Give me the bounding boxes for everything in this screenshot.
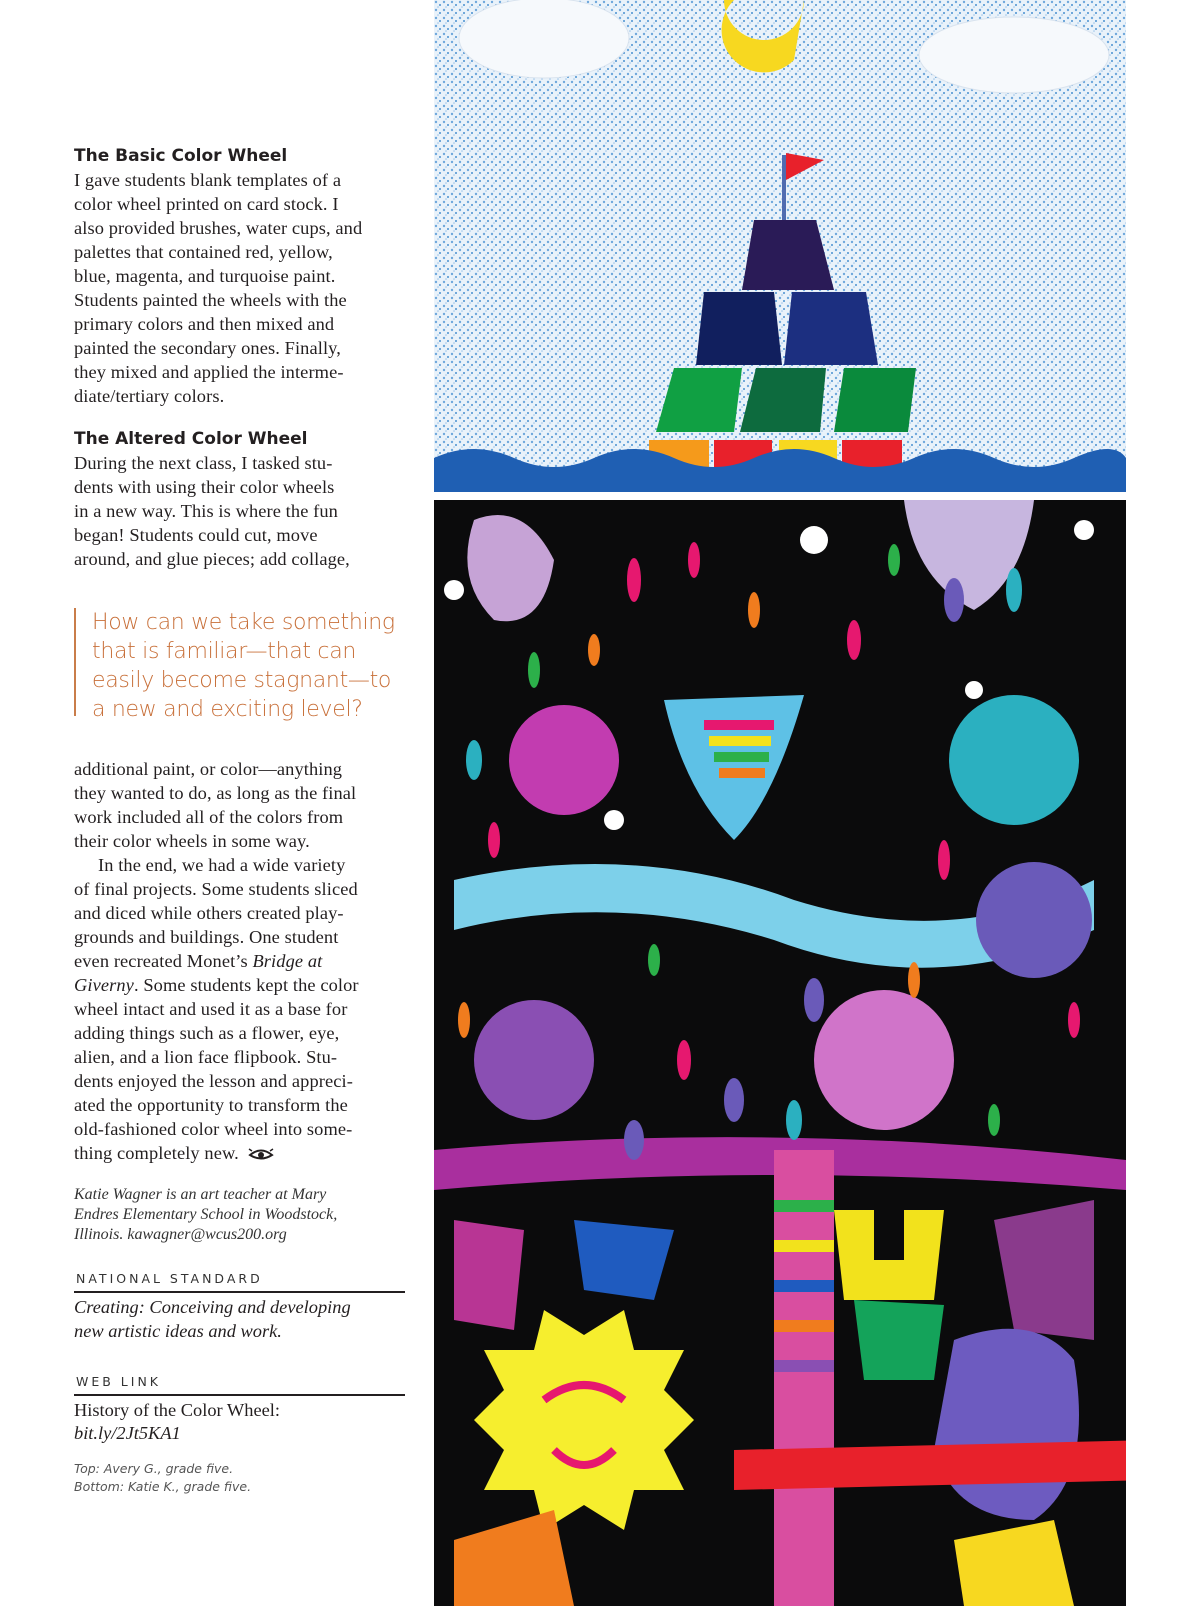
body-line: palettes that contained red, yellow, [74,242,333,262]
body-line: wheel intact and used it as a base for [74,999,348,1019]
body-line: painted the secondary ones. Finally, [74,338,341,358]
body-line: they mixed and applied the interme- [74,362,344,382]
abstract-painting-image [434,500,1126,1606]
body-line: Students painted the wheels with the [74,290,347,310]
body-line: blue, magenta, and turquoise paint. [74,266,336,286]
image-credit-line: Top: Avery G., grade five. [74,1461,234,1476]
pull-quote-line: that is familiar—that can [92,639,357,664]
body-line: I gave students blank templates of a [74,170,342,190]
body-line: In the end, we had a wide variety [98,855,346,875]
body-line: old-fashioned color wheel into some- [74,1119,353,1139]
national-standard-text: Creating: Conceiving and developing [74,1297,351,1317]
body-line: work included all of the colors from [74,807,344,827]
body-line: began! Students could cut, move [74,525,318,545]
body-line: dents with using their color wheels [74,477,335,497]
body-line: alien, and a lion face flipbook. Stu- [74,1047,338,1067]
divider [74,1394,405,1396]
body-line: their color wheels in some way. [74,831,310,851]
body-text: . Some students kept the color [133,975,359,995]
body-line: of final projects. Some students sliced [74,879,358,899]
boat-artwork-image [434,0,1126,492]
body-text: thing completely new. [74,1143,239,1163]
body-line: primary colors and then mixed and [74,314,335,334]
divider [74,1291,405,1293]
body-line: around, and glue pieces; add collage, [74,549,350,569]
pull-quote-line: How can we take something [92,610,395,635]
author-bio-line: Katie Wagner is an art teacher at Mary [74,1186,327,1203]
body-line: dents enjoyed the lesson and appreci- [74,1071,353,1091]
body-line [74,973,359,997]
artwork-top-boat [434,0,1126,492]
section-heading-altered-color-wheel: The Altered Color Wheel [74,429,308,449]
national-standard-label: NATIONAL STANDARD [76,1271,263,1286]
body-line: and diced while others created play- [74,903,344,923]
body-text: even recreated Monet’s [74,951,253,971]
body-line: adding things such as a flower, eye, [74,1023,340,1043]
body-line: they wanted to do, as long as the final [74,783,357,803]
web-link-label: WEB LINK [76,1374,162,1389]
author-bio-line: Illinois. kawagner@wcus200.org [74,1226,287,1243]
section-heading-basic-color-wheel: The Basic Color Wheel [74,146,288,166]
body-line: additional paint, or color—anything [74,759,343,779]
body-line: grounds and buildings. One student [74,927,339,947]
author-bio-line: Endres Elementary School in Woodstock, [74,1206,338,1223]
eye-icon [248,1148,274,1162]
body-line: in a new way. This is where the fun [74,501,338,521]
artwork-title: Bridge at [252,951,323,971]
body-line: ated the opportunity to transform the [74,1095,348,1115]
body-line [74,1141,274,1165]
pull-quote [74,608,395,722]
body-line: color wheel printed on card stock. I [74,194,339,214]
pull-quote-line: a new and exciting level? [92,697,363,722]
web-link-title: History of the Color Wheel: [74,1400,281,1420]
pull-quote-line: easily become stagnant—to [92,668,392,693]
body-line: diate/tertiary colors. [74,386,225,406]
image-credit-line: Bottom: Katie K., grade five. [74,1479,252,1494]
web-link-url[interactable]: bit.ly/2Jt5KA1 [74,1423,181,1443]
body-line [74,949,322,973]
body-line: also provided brushes, water cups, and [74,218,363,238]
national-standard-text: new artistic ideas and work. [74,1321,282,1341]
artwork-title: Giverny [74,975,134,995]
artwork-bottom-abstract [434,500,1126,1606]
body-line: During the next class, I tasked stu- [74,453,333,473]
